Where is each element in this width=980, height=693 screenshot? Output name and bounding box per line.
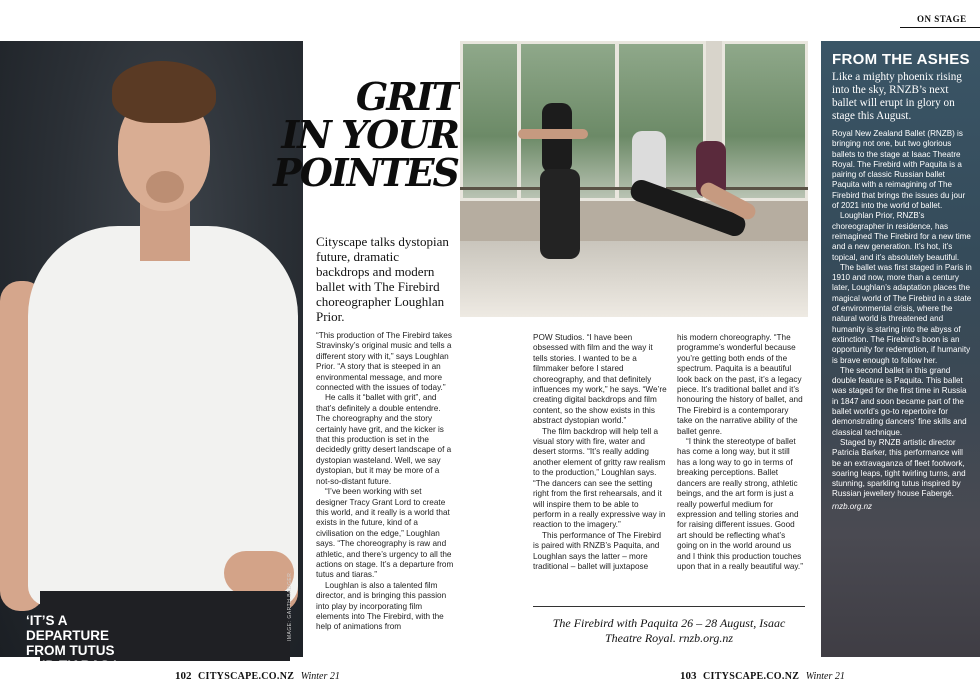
body-paragraph: The film backdrop will help tell a visual story with fire, water and desert storms. “It’s really adding another element of gritty raw realism to the production,” Loughlan says. “The dancers can see the setting right from the first rehearsals, and it will inspire them to be able to perform in a really expressive way in reaction to the imagery.”: [533, 426, 666, 530]
page-number: 102: [175, 670, 192, 682]
photo-shape: [112, 61, 216, 123]
sidebar-paragraph: Royal New Zealand Ballet (RNZB) is bringing not one, but two glorious ballets to the stage at Isaac Theatre Royal. The Firebird with Paquita is a pairing of classic Russian ballet Paquita with a reimagining of The Firebird that brings the issues du jour of 2021 into the world of ballet.: [832, 129, 966, 211]
sidebar-paragraph: The ballet was first staged in Paris in 1910 and now, more than a century later, Loughlan’s adaptation places the magical world of The Firebird in a state of environmental crisis, where the natural world is threatened and humanity is staring into the abyss of extinction. The Firebird’s boon is an opportunity for redemption, if humanity is brave enough to follow her.: [832, 262, 972, 365]
event-caption: The Firebird with Paquita 26 – 28 August, Isaac Theatre Royal. rnzb.org.nz: [552, 616, 786, 645]
dance-photo: [460, 41, 808, 317]
standfirst: Cityscape talks dystopian future, dramatic backdrops and modern ballet with The Firebird choreographer Loughlan Prior.: [316, 234, 449, 324]
body-paragraph: his modern choreography. “The programme’s wonderful because you’re getting both ends of the spectrum. Paquita is a beautiful look back on the past, it’s a legacy piece. It’s traditional ballet and it’s honouring the history of ballet, and The Firebird is a contemporary take on the narrative ability of the ballet genre.: [677, 333, 803, 436]
photo-shape: [722, 41, 808, 201]
photo-shape: [518, 129, 588, 139]
body-paragraph: POW Studios. “I have been obsessed with film and the way it tells stories. I wanted to be a filmmaker before I stared choreography, and that definitely influences my work,” he says. “We’re creating digital backdrops and film content, so the show exists in this abstract dystopian world.”: [533, 333, 667, 426]
headline-line: IN YOUR: [281, 112, 458, 157]
photo-shape: [540, 169, 580, 259]
footer-left: [175, 670, 340, 682]
photo-shape: [460, 41, 520, 201]
footer-season: Winter 21: [805, 671, 845, 682]
section-tag: ON STAGE: [917, 14, 967, 24]
photo-shape: [460, 201, 808, 241]
body-paragraph: This performance of The Firebird is paired with RNZB’s Paquita, and Loughlan says the latter – more traditional – ballet will juxtapose: [533, 530, 662, 571]
sidebar-paragraph: The second ballet in this grand double feature is Paquita. This ballet was staged for the first time in Russia in 1847 and soon became part of the ballet world’s go-to repertoire for demonstrating dancers’ fine skills and classical technique.: [832, 365, 967, 437]
sidebar-panel: [821, 41, 980, 657]
body-paragraph: He calls it “ballet with grit”, and that’s definitely a double entendre. The choreography and the story certainly have grit, and the kicker is that this production is set in the decidedly gritty desert landscape of a dystopian wasteland. Well, we say dystopian, but it may be more of a not-so-distant future.: [316, 393, 452, 486]
body-paragraph: “This production of The Firebird takes Stravinsky’s original music and tells a different story with it,” says Loughlan Prior. “A story that is steeped in an environmental message, and more connected with the issues of today.”: [316, 331, 452, 393]
sidebar-url[interactable]: rnzb.org.nz: [832, 501, 873, 511]
photo-shape: [460, 241, 808, 317]
body-paragraph: “I’ve been working with set designer Tracy Grant Lord to create this world, and it really is a world that exists in the future, kind of a civilisation on the edge,” Loughlan says. “The choreography is raw and athletic, and there’s urgency to all the actions on stage. It’s a departure from tutus and tiaras.”: [316, 487, 454, 580]
body-paragraph: “I think the stereotype of ballet has come a long way, but it still has a long way to go in terms of breaking perceptions. Ballet dancers are really strong, athletic beings, and the art form is just a really powerful medium for expression and telling stories and for raising different issues. Good art should be reflecting what’s going on in the world around us and I think this production touches upon that in a really beautiful way.”: [677, 437, 803, 571]
photo-shape: [146, 171, 184, 203]
headline-line: GRIT: [355, 74, 458, 119]
sidebar-paragraph: Staged by RNZB artistic director Patricia Barker, this performance will be an extravaganza of fleet footwork, soaring leaps, tight twirling turns, and stunning, sparkling tutus inspired by Russian jewellery house Fabergé.: [832, 437, 966, 499]
footer-right: [680, 670, 845, 682]
footer-site: CITYSCAPE.CO.NZ: [198, 671, 295, 682]
footer-season: Winter 21: [300, 671, 340, 682]
headline-line: POINTES: [273, 150, 458, 195]
headline: [248, 74, 458, 195]
sidebar-intro: Like a mighty phoenix rising into the sky, RNZB’s next ballet will erupt in glory on stage this August.: [832, 71, 962, 122]
body-column-1: [316, 331, 455, 633]
body-column-2: [533, 333, 667, 572]
photo-shape: [224, 551, 294, 595]
sidebar-body: [832, 129, 972, 500]
body-column-3: [677, 333, 805, 572]
photo-shape: [28, 226, 298, 606]
photo-credit: IMAGE: GARTH BADGER: [287, 572, 293, 641]
body-paragraph: Loughlan is also a talented film director, and is bringing this passion into play by incorporating film elements into The Firebird, with the help of animations from: [316, 580, 447, 632]
sidebar-paragraph: Loughlan Prior, RNZB’s choreographer in residence, has reimagined The Firebird for a new time and a new generation. It’s hot, it’s topical, and it’s absolutely beautiful.: [832, 211, 971, 262]
page-number: 103: [680, 670, 697, 682]
caption-rule: [533, 606, 805, 607]
sidebar-title: FROM THE ASHES: [832, 51, 970, 68]
pull-quote: ‘IT’S A DEPARTURE FROM TUTUS AND TIARAS.’: [26, 613, 117, 673]
footer-site: CITYSCAPE.CO.NZ: [703, 671, 800, 682]
section-rule: [900, 27, 980, 28]
